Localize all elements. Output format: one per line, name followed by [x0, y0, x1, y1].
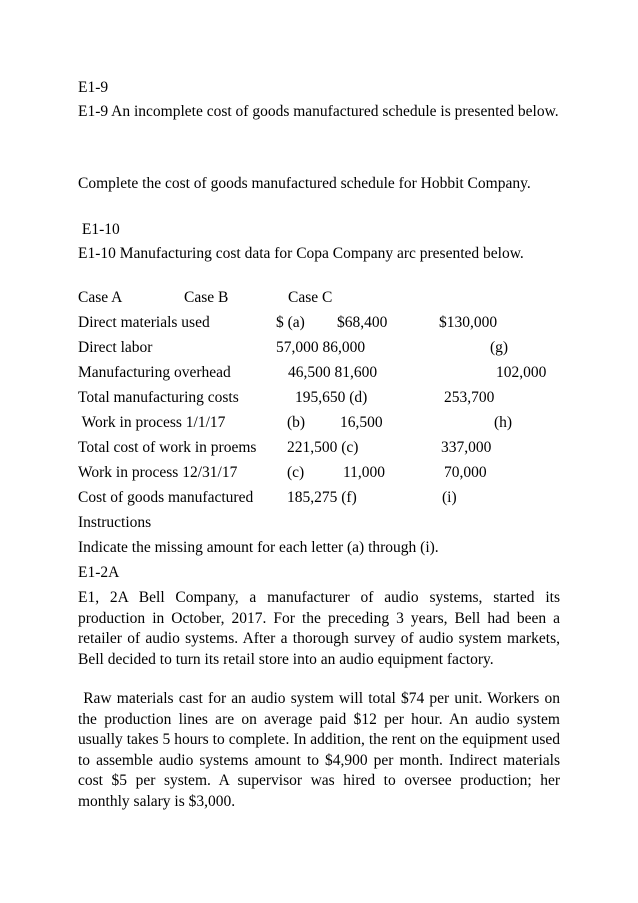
row-cell: (c)	[287, 464, 305, 481]
e1-10-heading: E1-10	[78, 221, 120, 238]
row-cell: $130,000	[439, 314, 498, 331]
row-cell: 11,000	[343, 464, 386, 481]
row-cell: 337,000	[441, 439, 492, 456]
e1-9-task: Complete the cost of goods manufactured schedule for Hobbit Company.	[78, 175, 531, 192]
instructions-text: Indicate the missing amount for each letter (a) through (i).	[78, 539, 439, 556]
row-label: Work in process 1/1/17	[78, 414, 226, 431]
e1-2a-heading: E1-2A	[78, 564, 120, 581]
row-cell: 221,500 (c)	[287, 439, 359, 456]
row-cell: (h)	[494, 414, 513, 431]
row-cell: 57,000 86,000	[276, 339, 366, 356]
row-cell: (g)	[490, 339, 509, 356]
e1-2a-paragraph-1: E1, 2A Bell Company, a manufacturer of audio systems, started its production in October, 2017. For the preceding 3 years, Bell had been a retailer of audio systems. After a thorough survey of audio system markets, Bell decided to turn its retail store into an audio equipment factory.	[78, 589, 560, 668]
row-cell: 70,000	[444, 464, 487, 481]
e1-9-heading: E1-9	[78, 79, 109, 96]
row-cell: 102,000	[496, 364, 547, 381]
e1-2a-paragraph-2: Raw materials cast for an audio system will total $74 per unit. Workers on the production lines are on average paid $12 per hour. An audio system usually takes 5 hours to complete. In addition, the rent on the equipment used to assemble audio systems amount to $4,900 per month. Indirect materials cost $5 per system. A supervisor was hired to oversee production; her monthly salary is $3,000.	[78, 690, 564, 810]
row-label: Total cost of work in proems	[78, 439, 257, 456]
e1-9-intro: E1-9 An incomplete cost of goods manufactured schedule is presented below.	[78, 103, 559, 120]
row-label: Direct materials used	[78, 314, 210, 331]
row-cell: $ (a)	[276, 314, 305, 331]
instructions-heading: Instructions	[78, 514, 152, 531]
row-label: Direct labor	[78, 339, 153, 356]
row-label: Total manufacturing costs	[78, 389, 239, 406]
row-cell: 16,500	[340, 414, 383, 431]
row-cell: 253,700	[444, 389, 495, 406]
row-cell: (b)	[287, 414, 306, 431]
row-label: Manufacturing overhead	[78, 364, 231, 381]
row-cell: 46,500 81,600	[288, 364, 378, 381]
e1-10-intro: E1-10 Manufacturing cost data for Copa Company arc presented below.	[78, 245, 524, 262]
row-cell: $68,400	[337, 314, 388, 331]
case-b-header: Case B	[184, 289, 229, 306]
row-label: Cost of goods manufactured	[78, 489, 254, 506]
case-c-header: Case C	[288, 289, 333, 306]
row-cell: 185,275 (f)	[287, 489, 357, 506]
row-cell: (i)	[442, 489, 457, 506]
row-label: Work in process 12/31/17	[78, 464, 238, 481]
row-cell: 195,650 (d)	[295, 389, 368, 406]
case-a-header: Case A	[78, 289, 123, 306]
